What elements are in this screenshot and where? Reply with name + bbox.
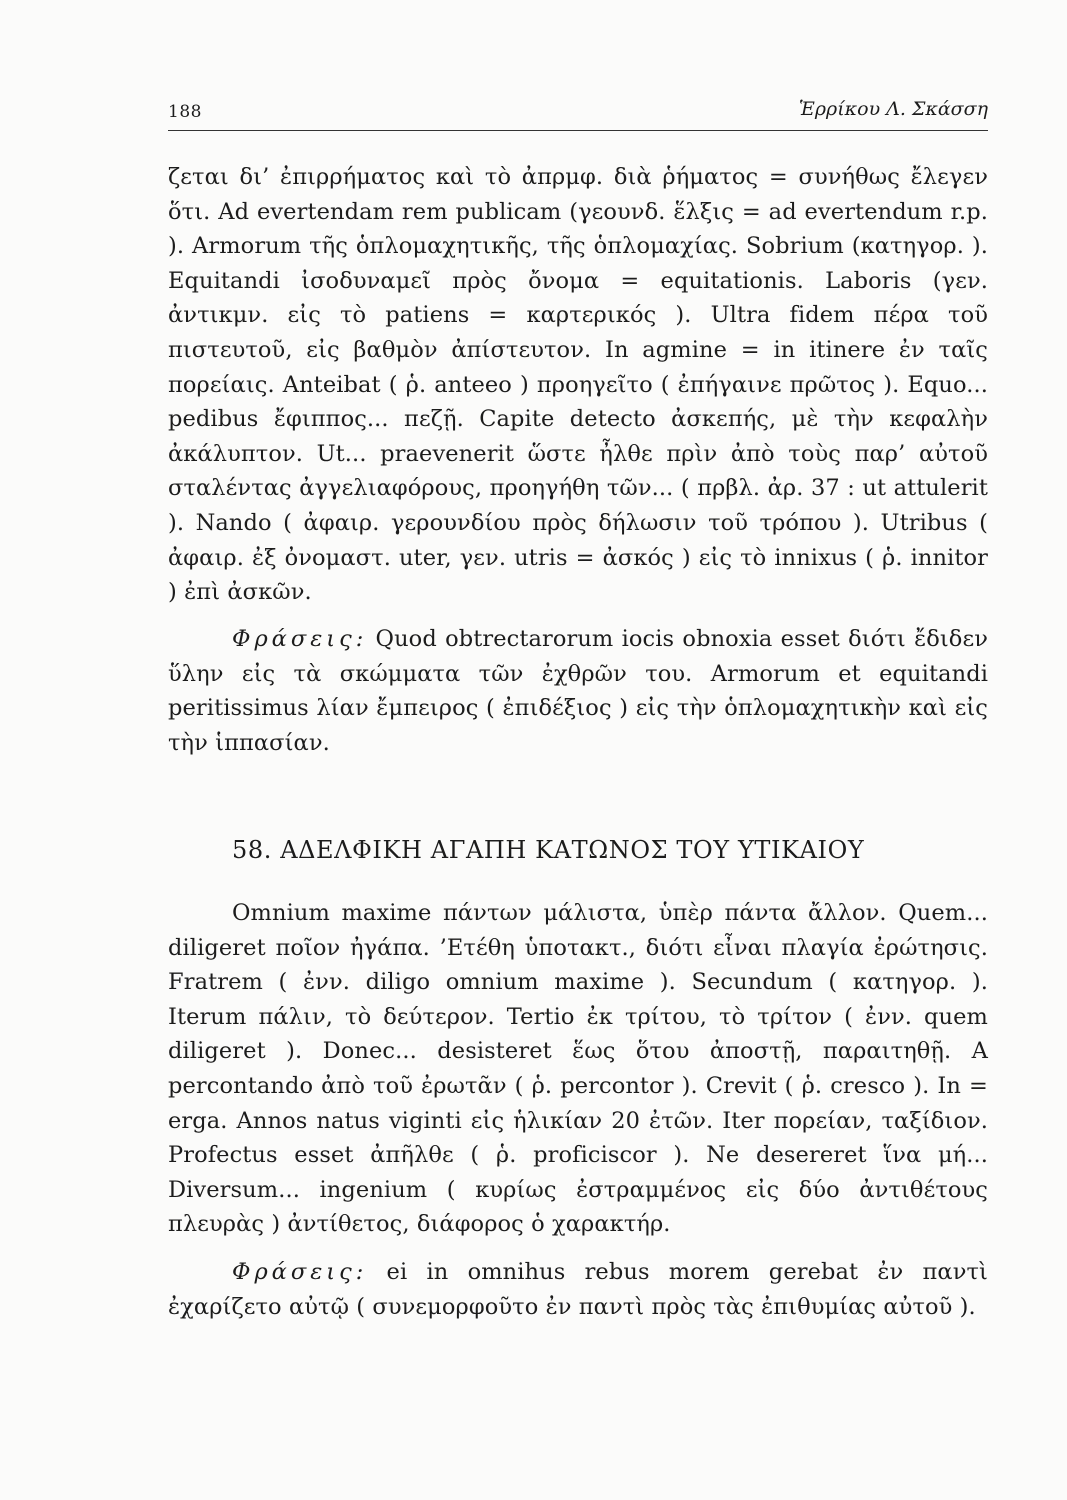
paragraph-text: ζεται δι’ ἐπιρρήματος καὶ τὸ ἀπρμφ. διὰ ῥήματος = συνήθως ἔλεγεν ὅτι. Ad evertendam rem publicam (γεουνδ. ἕλξις = ad evertendum r.p. ). Armorum τῆς ὁπλομαχητικῆς, τῆς ὁπλομαχίας. Sobrium (κατηγορ. ). Equitandi ἰσοδυναμεῖ πρὸς ὄνομα = equitationis. Laboris (γεν. ἀντικμν. εἰς τὸ patiens = καρτερικός ). Ultra fidem πέρα τοῦ πιστευτοῦ, εἰς βαθμὸν ἀπίστευτον. In agmine = in itinere ἐν ταῖς πορείαις. Anteibat ( ῥ. anteeo ) προηγεῖτο ( ἐπήγαινε πρῶτος ). Equo... pedibus ἔφιππος... πεζῇ. Capite detecto ἀσκεπής, μὲ τὴν κεφαλὴν ἀκάλυπτον. Ut... praevenerit ὥστε ἦλθε πρὶν ἀπὸ τοὺς παρ’ αὐτοῦ σταλέντας ἀγγελιαφόρους, προηγήθη τῶν... ( πρβλ. ἀρ. 37 : ut attulerit ). Nando ( ἀφαιρ. γερουνδίου πρὸς δήλωσιν τοῦ τρόπου ). Utribus ( ἀφαιρ. ἐξ ὀνομαστ. uter, γεν. utris = ἀσκός ) εἰς τὸ innixus ( ῥ. innitor ) ἐπὶ ἀσκῶν. <box>168 164 988 606</box>
commentary-paragraph-1 <box>168 160 988 610</box>
page-header <box>168 96 988 131</box>
section-heading: 58. ΑΔΕΛΦΙΚΗ ΑΓΑΠΗ ΚΑΤΩΝΟΣ ΤΟΥ ΥΤΙΚΑΙΟΥ <box>232 836 865 864</box>
phrases-text <box>168 622 988 760</box>
page-number: 188 <box>168 102 202 122</box>
running-head: Ἑρρίκου Λ. Σκάσση <box>798 98 988 120</box>
phrases-paragraph-1 <box>168 622 988 760</box>
phrases-text <box>168 1255 988 1324</box>
phrases-label: Φράσεις: <box>232 626 368 652</box>
phrases-content: Quod obtrectarorum iocis obnoxia esset διότι ἔδιδεν ὕλην εἰς τὰ σκώμματα τῶν ἐχθρῶν του. Armorum et equitandi peritissimus λίαν ἔμπειρος ( ἐπιδέξιος ) εἰς τὴν ὁπλομαχητικὴν καὶ εἰς τὴν ἱππασίαν. <box>168 626 988 756</box>
phrases-label: Φράσεις: <box>232 1259 368 1285</box>
paragraph-text: Omnium maxime πάντων μάλιστα, ὑπὲρ πάντα ἄλλον. Quem... diligeret ποῖον ἠγάπα. ’Ετέθη ὑποτακτ., διότι εἶναι πλαγία ἐρώτησις. Fratrem ( ἐνν. diligo omnium maxime ). Secundum ( κατηγορ. ). Iterum πάλιν, τὸ δεύτερον. Tertio ἐκ τρίτου, τὸ τρίτον ( ἐνν. quem diligeret ). Donec... desisteret ἕως ὅτου ἀποστῇ, παραιτηθῇ. A percontando ἀπὸ τοῦ ἐρωτᾶν ( ῥ. percontor ). Crevit ( ῥ. cresco ). In = erga. Annos natus viginti εἰς ἡλικίαν 20 ἐτῶν. Iter πορείαν, ταξίδιον. Profectus esset ἀπῆλθε ( ῥ. proficiscor ). Ne desereret ἵνα μή... Diversum... ingenium ( κυρίως ἐστραμμένος εἰς δύο ἀντιθέτους πλευρὰς ) ἀντίθετος, διάφορος ὁ χαρακτήρ. <box>168 900 988 1238</box>
commentary-paragraph-2 <box>168 896 988 1242</box>
phrases-paragraph-2 <box>168 1255 988 1324</box>
phrases-content: ei in omnihus rebus morem gerebat ἐν παντὶ ἐχαρίζετο αὐτῷ ( συνεμορφοῦτο ἐν παντὶ πρὸς τὰς ἐπιθυμίας αὐτοῦ ). <box>168 1259 988 1320</box>
